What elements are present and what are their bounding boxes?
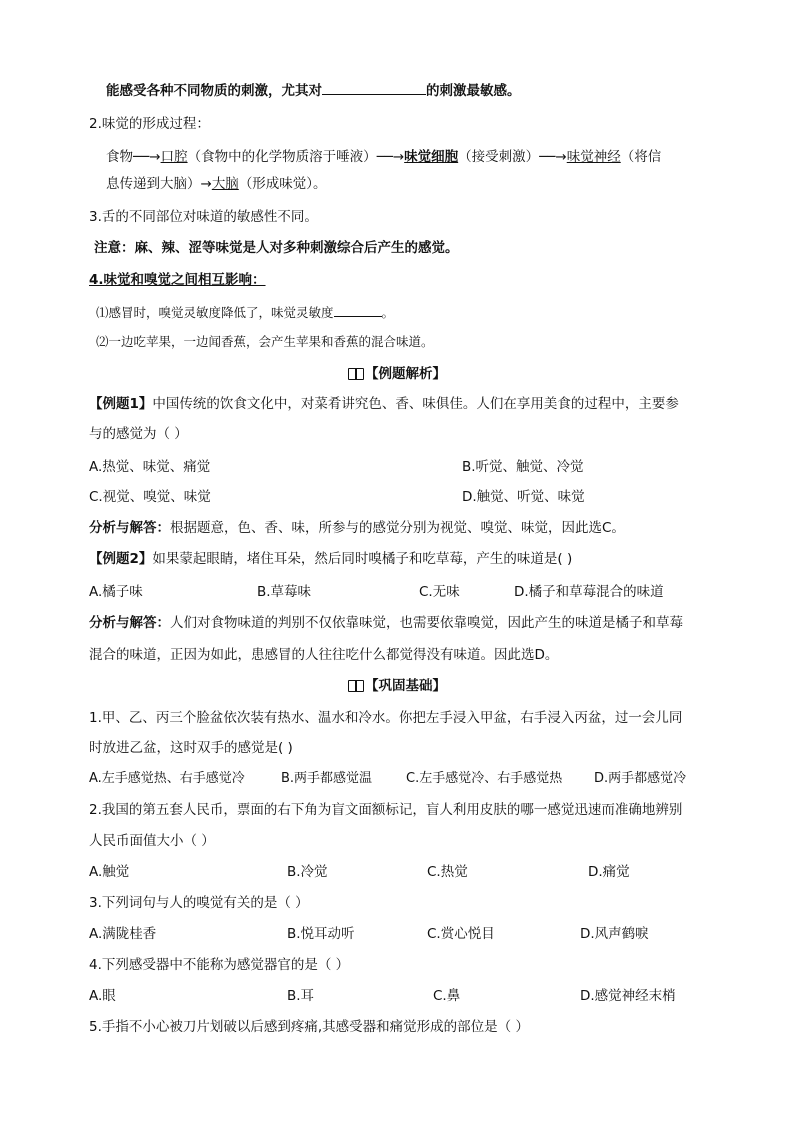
arrow-icon: ──→ <box>133 149 161 165</box>
intro-text-end: 的刺激最敏感。 <box>426 83 521 99</box>
taste-process-line2 <box>106 174 327 194</box>
example1-option-b: B.听觉、触觉、冷觉 <box>462 459 584 475</box>
example1-question: 中国传统的饮食文化中，对菜肴讲究色、香、味俱佳。人们在享用美食的过程中，主要参 <box>152 396 679 412</box>
intro-text: 能感受各种不同物质的刺激，尤其对 <box>106 83 322 99</box>
example1-text1 <box>89 394 679 414</box>
point3-text: 3.舌的不同部位对味道的敏感性不同。 <box>89 209 318 225</box>
section-basics-heading <box>0 676 794 696</box>
example1-label: 【例题1】 <box>89 396 153 412</box>
answer-blank[interactable] <box>334 302 382 317</box>
line2-text: 息传递到大脑） <box>106 176 201 192</box>
taste-cell-note: （接受刺激） <box>458 149 540 165</box>
q1-option-b: B.两手都感觉温 <box>281 771 373 786</box>
q4-option-c: C.鼻 <box>433 988 461 1004</box>
q2-option-d: D.痛觉 <box>588 864 630 880</box>
note-text: 注意：麻、辣、涩等味觉是人对多种刺激综合后产生的感觉。 <box>94 240 459 256</box>
q2-option-a: A.触觉 <box>89 864 130 880</box>
answer-blank[interactable] <box>322 80 426 95</box>
analysis-label: 分析与解答： <box>89 520 170 536</box>
book-icon <box>348 368 364 379</box>
intro-line <box>106 80 521 101</box>
brain-text: 大脑 <box>211 176 239 192</box>
q3-option-b: B.悦耳动听 <box>287 926 355 942</box>
q3-option-d: D.风声鹤唳 <box>580 926 649 942</box>
example2-option-c: C.无味 <box>419 584 460 600</box>
analysis-text: 人们对食物味道的判别不仅依靠味觉，也需要依靠嗅觉，因此产生的味道是橘子和草莓 <box>170 615 683 631</box>
q3-option-a: A.满陇桂香 <box>89 926 157 942</box>
taste-cell-text: 味觉细胞 <box>404 149 459 165</box>
point2-heading: 2.味觉的形成过程： <box>89 116 210 132</box>
arrow-icon: ──→ <box>539 149 567 165</box>
section-examples-title: 【例题解析】 <box>365 366 446 382</box>
food-text: 食物 <box>106 149 133 165</box>
item1-end: 。 <box>381 305 395 320</box>
section-basics-title: 【巩固基础】 <box>365 678 446 694</box>
brain-note: （形成味觉）。 <box>238 176 327 192</box>
arrow-icon: ──→ <box>376 149 405 165</box>
taste-nerve-text: 味觉神经 <box>566 149 621 165</box>
q1-text1: 1.甲、乙、丙三个脸盆依次装有热水、温水和冷水。你把左手浸入甲盆，右手浸入丙盆，过一会儿同 <box>89 710 683 726</box>
q4-text1: 4.下列感受器中不能称为感觉器官的是（ ） <box>89 957 350 973</box>
q2-text1: 2.我国的第五套人民币，票面的右下角为盲文面额标记，盲人利用皮肤的哪一感觉迅速而准确地辨别 <box>89 802 683 818</box>
analysis-label: 分析与解答： <box>89 615 170 631</box>
arrow-icon: → <box>200 176 212 192</box>
example1-option-d: D.触觉、听觉、味觉 <box>462 489 585 505</box>
q2-option-b: B.冷觉 <box>287 864 328 880</box>
mouth-text: 口腔 <box>160 149 188 165</box>
item1-text: ⑴感冒时，嗅觉灵敏度降低了，味觉灵敏度 <box>96 305 334 320</box>
example2-analysis1 <box>89 613 683 633</box>
q1-option-d: D.两手都感觉冷 <box>594 771 687 786</box>
example1-text2: 与的感觉为（ ） <box>89 426 188 442</box>
analysis-text: 根据题意，色、香、味，所参与的感觉分别为视觉、嗅觉、味觉，因此选C。 <box>170 520 625 536</box>
example1-option-c: C.视觉、嗅觉、味觉 <box>89 489 211 505</box>
example1-analysis <box>89 518 625 538</box>
taste-process-line1 <box>106 147 661 167</box>
taste-nerve-note: （将信 <box>620 149 662 165</box>
q2-option-c: C.热觉 <box>427 864 468 880</box>
q4-option-d: D.感觉神经末梢 <box>580 988 676 1004</box>
section-examples-heading <box>0 364 794 384</box>
example2-label: 【例题2】 <box>89 551 153 567</box>
q1-option-c: C.左手感觉冷、右手感觉热 <box>406 771 563 786</box>
q3-option-c: C.赏心悦目 <box>427 926 495 942</box>
q1-text2: 时放进乙盆，这时双手的感觉是( ) <box>89 740 293 756</box>
q5-text1: 5.手指不小心被刀片划破以后感到疼痛,其感受器和痛觉形成的部位是（ ） <box>89 1019 529 1035</box>
example2-analysis2: 混合的味道，正因为如此，患感冒的人往往吃什么都觉得没有味道。因此选D。 <box>89 647 559 663</box>
example1-option-a: A.热觉、味觉、痛觉 <box>89 459 211 475</box>
example2-question: 如果蒙起眼睛，堵住耳朵，然后同时嗅橘子和吃草莓，产生的味道是( ) <box>152 551 573 567</box>
example2-option-b: B.草莓味 <box>257 584 312 600</box>
q4-option-b: B.耳 <box>287 988 315 1004</box>
point4-item2: ⑵一边吃苹果，一边闻香蕉，会产生苹果和香蕉的混合味道。 <box>96 334 434 349</box>
q4-option-a: A.眼 <box>89 988 116 1004</box>
example2-option-a: A.橘子味 <box>89 584 143 600</box>
q1-option-a: A.左手感觉热、右手感觉冷 <box>89 771 245 786</box>
mouth-note: （食物中的化学物质溶于唾液） <box>187 149 377 165</box>
book-icon <box>348 680 364 691</box>
example2-option-d: D.橘子和草莓混合的味道 <box>514 584 664 600</box>
point4-heading: 4.味觉和嗅觉之间相互影响： <box>89 272 266 288</box>
point4-item1 <box>96 302 394 323</box>
q2-text2: 人民币面值大小（ ） <box>89 833 215 849</box>
example2-text1 <box>89 549 572 569</box>
q3-text1: 3.下列词句与人的嗅觉有关的是（ ） <box>89 895 309 911</box>
